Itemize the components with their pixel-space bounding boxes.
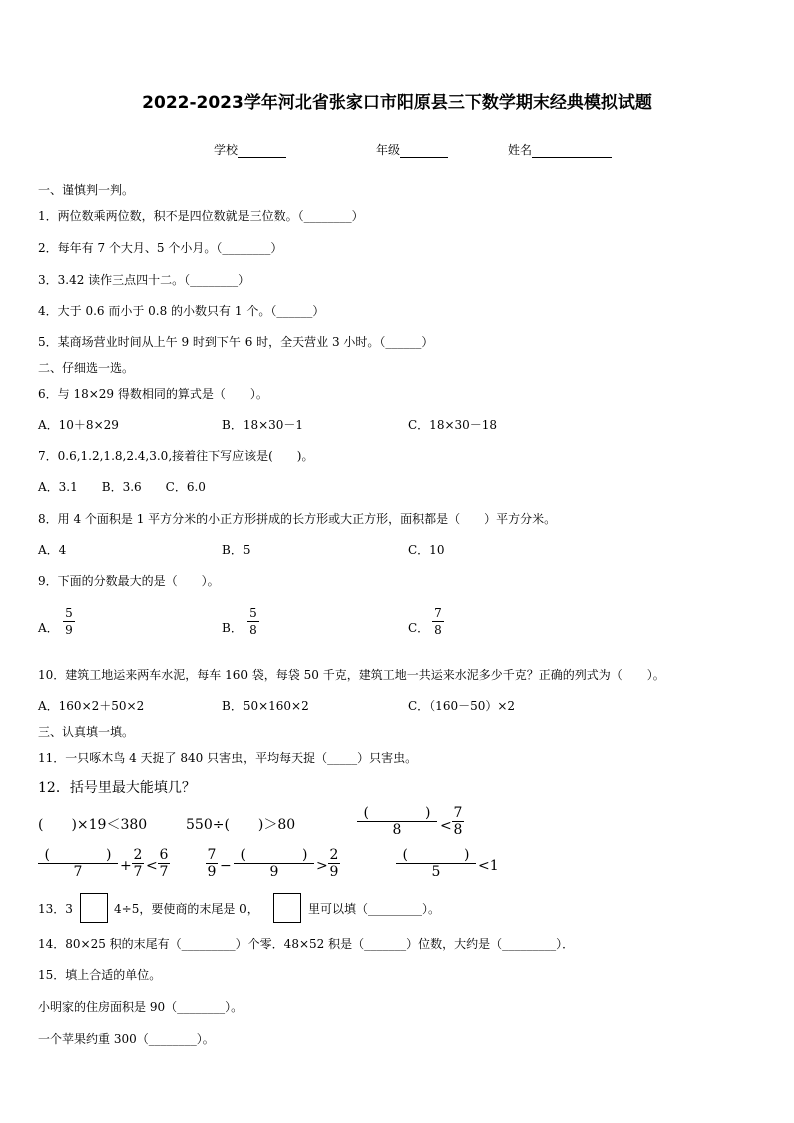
- question-13-box-1[interactable]: [80, 893, 108, 923]
- question-12-fraction-blank-over-9[interactable]: ( ) 9: [234, 848, 314, 879]
- question-13-part-b: 4÷5，要使商的末尾是 0，: [114, 902, 259, 916]
- fraction-7-9: 7 9: [207, 847, 217, 880]
- question-15-line-2: 一个苹果约重 300（________）。: [38, 1032, 215, 1046]
- question-12-expr-2: 550÷( )＞80: [186, 817, 296, 833]
- fraction-6-7: 6 7: [159, 847, 169, 880]
- fraction-2-9: 2 9: [329, 847, 339, 880]
- less-than-one: <1: [478, 858, 499, 874]
- question-9-option-c: C．: [408, 621, 430, 635]
- question-8-stem: 8．用 4 个面积是 1 平方分米的小正方形拼成的长方形或大正方形，面积都是（ ）平方分米。: [38, 512, 557, 526]
- question-7-stem: 7．0.6,1.2,1.8,2.4,3.0,接着往下写应该是( )。: [38, 449, 314, 463]
- page-title: 2022-2023学年河北省张家口市阳原县三下数学期末经典模拟试题: [142, 93, 652, 113]
- grade-blank[interactable]: [400, 145, 448, 158]
- question-12-fraction-blank-over-8[interactable]: ( ) 8: [357, 806, 437, 837]
- question-6-option-b: B．18×30－1: [222, 418, 304, 432]
- question-5: 5．某商场营业时间从上午 9 时到下午 6 时，全天营业 3 小时。（______）: [38, 335, 434, 349]
- question-9-option-a: A．: [38, 621, 59, 635]
- name-blank[interactable]: [532, 145, 612, 158]
- school-blank[interactable]: [238, 145, 286, 158]
- question-8-option-b: B．5: [222, 543, 251, 557]
- question-6-option-a: A．10＋8×29: [38, 418, 119, 432]
- question-4: 4．大于 0.6 而小于 0.8 的小数只有 1 个。（______）: [38, 304, 325, 318]
- less-than-sign: <: [146, 858, 158, 874]
- question-14: 14．80×25 积的末尾有（_________）个零．48×52 积是（_______）位数，大约是（_________）．: [38, 937, 575, 951]
- minus-sign: −: [220, 858, 232, 874]
- grade-label: 年级: [376, 143, 401, 157]
- grade-field[interactable]: [376, 141, 448, 158]
- name-label: 姓名: [508, 143, 533, 157]
- question-1: 1．两位数乘两位数，积不是四位数就是三位数。（________）: [38, 209, 364, 223]
- fraction-7-8-rhs: 7 8: [453, 805, 463, 838]
- section-2-heading: 二、仔细选一选。: [38, 361, 135, 375]
- question-10-option-b: B．50×160×2: [222, 699, 309, 713]
- school-label: 学校: [214, 143, 239, 157]
- question-8-option-a: A．4: [38, 543, 67, 557]
- question-10-option-a: A．160×2＋50×2: [38, 699, 145, 713]
- question-7-options: A．3.1 B．3.6 C．6.0: [38, 480, 206, 494]
- question-11: 11．一只啄木鸟 4 天捉了 840 只害虫，平均每天捉（_____）只害虫。: [38, 751, 418, 765]
- question-15-line-1: 小明家的住房面积是 90（________）。: [38, 1000, 244, 1014]
- question-6-option-c: C．18×30－18: [408, 418, 498, 432]
- question-3: 3．3.42 读作三点四十二。（________）: [38, 273, 251, 287]
- question-13-box-2[interactable]: [273, 893, 301, 923]
- question-2: 2．每年有 7 个大月、5 个小月。（________）: [38, 241, 283, 255]
- question-10-option-c: C．（160－50）×2: [408, 699, 516, 713]
- question-9-stem: 9．下面的分数最大的是（ ）。: [38, 574, 220, 588]
- question-13-part-a: 13．3: [38, 902, 73, 916]
- question-10-stem: 10．建筑工地运来两车水泥，每车 160 袋，每袋 50 千克，建筑工地一共运来水泥多少千克？正确的列式为（ ）。: [38, 668, 665, 682]
- question-12-fraction-blank-over-5[interactable]: ( ) 5: [396, 848, 476, 879]
- less-than-sign: <: [440, 818, 452, 834]
- question-15-stem: 15．填上合适的单位。: [38, 968, 162, 982]
- question-12-expr-1: ( )×19＜380: [38, 817, 148, 833]
- fraction-7-8: 7 8: [432, 606, 444, 637]
- question-13-part-c: 里可以填（_________）。: [308, 902, 441, 916]
- question-8-option-c: C．10: [408, 543, 445, 557]
- greater-than-sign: >: [316, 858, 328, 874]
- school-field[interactable]: [214, 141, 286, 158]
- fraction-5-9: 5 9: [63, 606, 75, 637]
- fraction-2-7: 2 7: [133, 847, 143, 880]
- question-9-option-b: B．: [222, 621, 243, 635]
- question-12-stem: 12．括号里最大能填几？: [38, 780, 196, 796]
- question-6-stem: 6．与 18×29 得数相同的算式是（ ）。: [38, 387, 268, 401]
- fraction-5-8: 5 8: [247, 606, 259, 637]
- plus-sign: +: [120, 858, 132, 874]
- section-1-heading: 一、谨慎判一判。: [38, 183, 135, 197]
- question-12-fraction-blank-over-7[interactable]: ( ) 7: [38, 848, 118, 879]
- section-3-heading: 三、认真填一填。: [38, 725, 135, 739]
- name-field[interactable]: [508, 141, 612, 158]
